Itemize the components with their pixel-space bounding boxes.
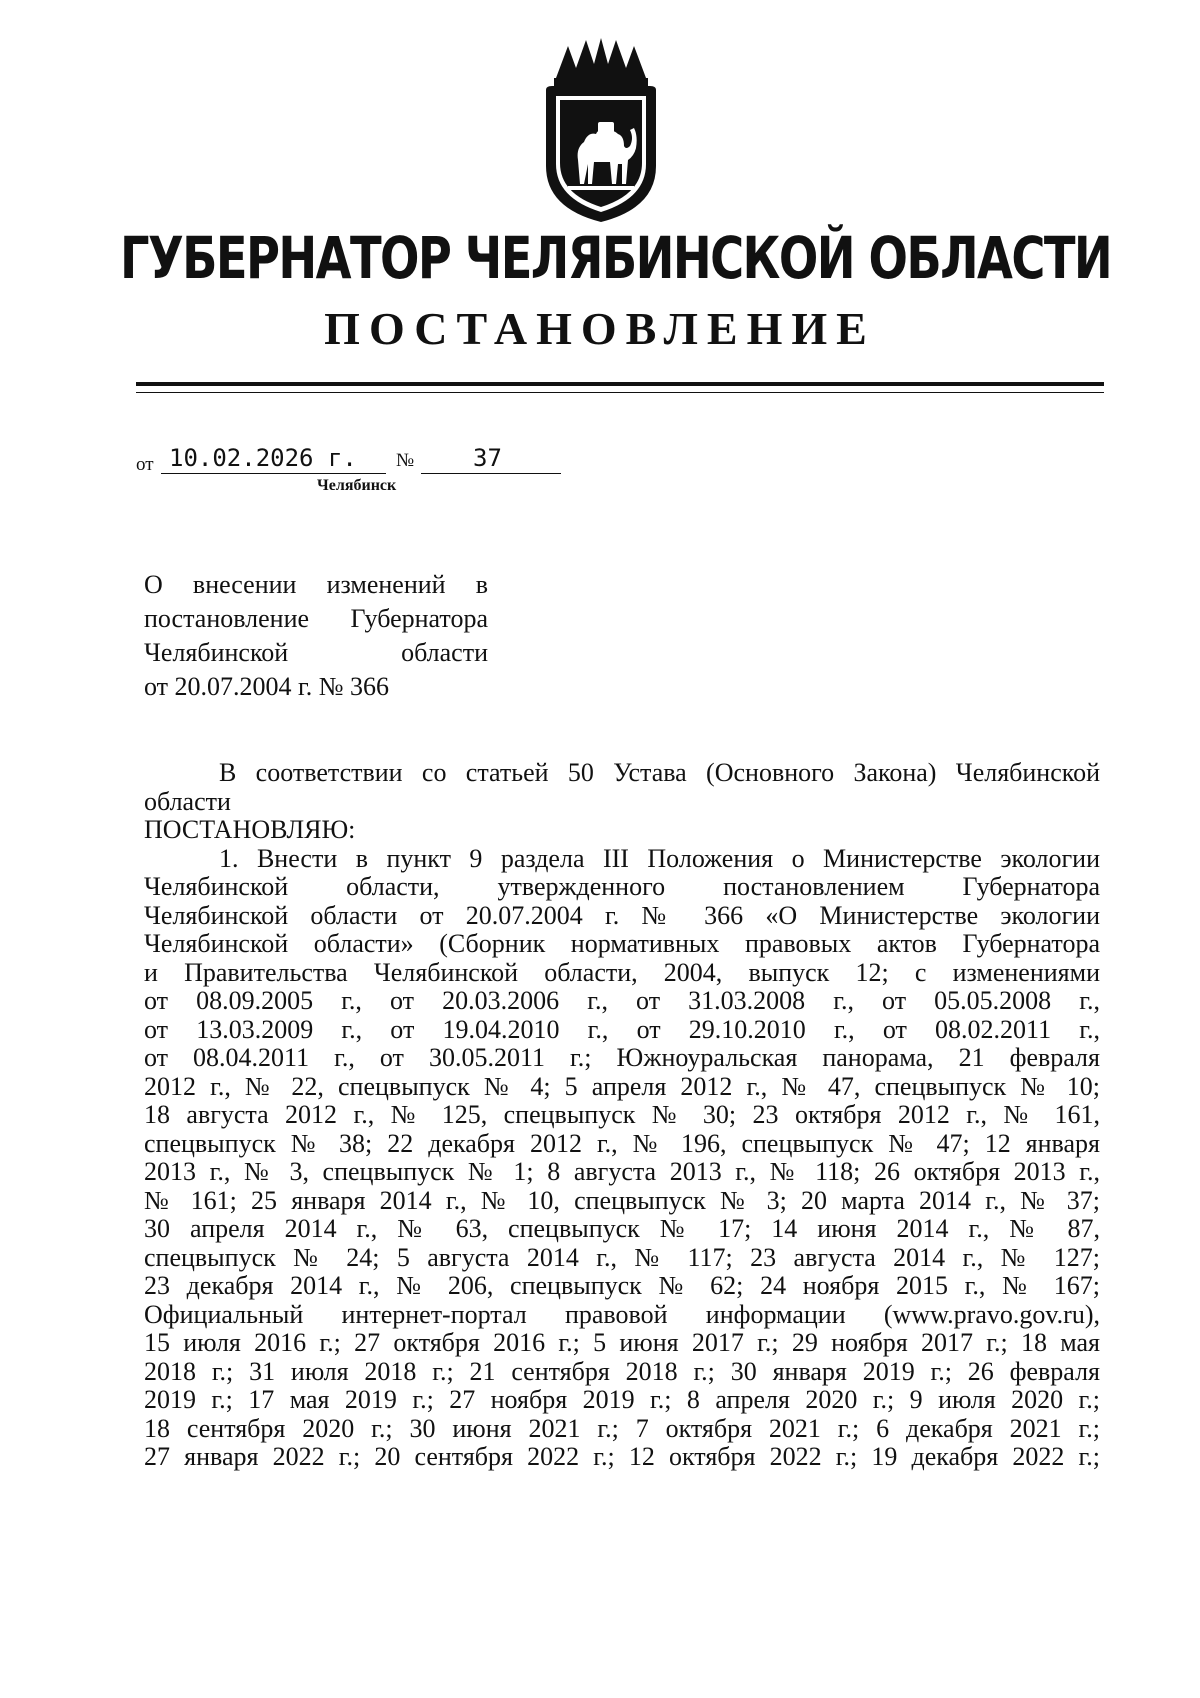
document-city: Челябинск	[317, 477, 397, 494]
body-line: области	[144, 786, 231, 816]
header-rule-thin	[136, 392, 1104, 393]
body-line: 18 сентября 2020 г.; 30 июня 2021 г.; 7 октября 2021 г.; 6 декабря 2021 г.;	[144, 1413, 1100, 1443]
document-number: 37	[421, 444, 561, 474]
subject-line: Челябинской области	[144, 638, 488, 667]
body-line: 30 апреля 2014 г., № 63, спецвыпуск № 17; 14 июня 2014 г., № 87,	[144, 1214, 1100, 1243]
body-line: 1. Внести в пункт 9 раздела III Положения о Министерстве экологии	[219, 843, 1100, 873]
body-line: от 08.04.2011 г., от 30.05.2011 г.; Южноуральская панорама, 21 февраля	[144, 1043, 1100, 1072]
body-line: 27 января 2022 г.; 20 сентября 2022 г.; 12 октября 2022 г.; 19 декабря 2022 г.;	[144, 1442, 1100, 1471]
body-line: 15 июля 2016 г.; 27 октября 2016 г.; 5 июня 2017 г.; 29 ноября 2017 г.; 18 мая	[144, 1328, 1100, 1357]
body-line: 2018 г.; 31 июля 2018 г.; 21 сентября 2018 г.; 30 января 2019 г.; 26 февраля	[144, 1356, 1100, 1386]
body-line: от 08.09.2005 г., от 20.03.2006 г., от 31.03.2008 г., от 05.05.2008 г.,	[144, 986, 1100, 1015]
body-line: 2013 г., № 3, спецвыпуск № 1; 8 августа 2013 г., № 118; 26 октября 2013 г.,	[144, 1157, 1100, 1186]
body-line: Челябинской области от 20.07.2004 г. № 366 «О Министерстве экологии	[144, 900, 1100, 930]
body-line: от 13.03.2009 г., от 19.04.2010 г., от 29.10.2010 г., от 08.02.2011 г.,	[144, 1014, 1100, 1044]
body-line: 23 декабря 2014 г., № 206, спецвыпуск № 62; 24 ноября 2015 г., № 167;	[144, 1271, 1100, 1300]
subject-line: от 20.07.2004 г. № 366	[144, 672, 390, 701]
document-type-heading: ПОСТАНОВЛЕНИЕ	[324, 303, 876, 354]
body-line: 18 августа 2012 г., № 125, спецвыпуск № 30; 23 октября 2012 г., № 161,	[144, 1100, 1100, 1129]
body-line: 2019 г.; 17 мая 2019 г.; 27 ноября 2019 г.; 8 апреля 2020 г.; 9 июля 2020 г.;	[144, 1385, 1100, 1414]
document-meta-line	[136, 444, 736, 474]
document-date: 10.02.2026 г.	[161, 444, 386, 474]
body-line: Официальный интернет-портал правовой информации (www.pravo.gov.ru),	[144, 1299, 1100, 1329]
body-line: ПОСТАНОВЛЯЮ:	[144, 815, 356, 844]
body-line: 2012 г., № 22, спецвыпуск № 4; 5 апреля 2012 г., № 47, спецвыпуск № 10;	[144, 1071, 1100, 1101]
header-rule-thick	[136, 382, 1104, 386]
coat-of-arms-icon	[538, 38, 664, 224]
body-line: Челябинской области, утвержденного постановлением Губернатора	[144, 872, 1100, 901]
body-line: спецвыпуск № 24; 5 августа 2014 г., № 117; 23 августа 2014 г., № 127;	[144, 1242, 1100, 1272]
body-line: Челябинской области» (Сборник нормативных правовых актов Губернатора	[144, 929, 1100, 958]
body-line: № 161; 25 января 2014 г., № 10, спецвыпуск № 3; 20 марта 2014 г., № 37;	[144, 1185, 1100, 1215]
document-subject	[144, 568, 488, 704]
document-body	[144, 759, 1100, 1472]
authority-title: ГУБЕРНАТОР ЧЕЛЯБИНСКОЙ ОБЛАСТИ	[120, 224, 1112, 292]
body-line: и Правительства Челябинской области, 2004, выпуск 12; с изменениями	[144, 957, 1100, 987]
body-line: спецвыпуск № 38; 22 декабря 2012 г., № 196, спецвыпуск № 47; 12 января	[144, 1128, 1100, 1158]
subject-line: О внесении изменений в	[144, 570, 488, 599]
date-prefix: от	[136, 454, 154, 475]
subject-line: постановление Губернатора	[144, 604, 488, 633]
body-line: В соответствии со статьей 50 Устава (Основного Закона) Челябинской	[219, 758, 1100, 787]
number-sign: №	[396, 450, 415, 471]
